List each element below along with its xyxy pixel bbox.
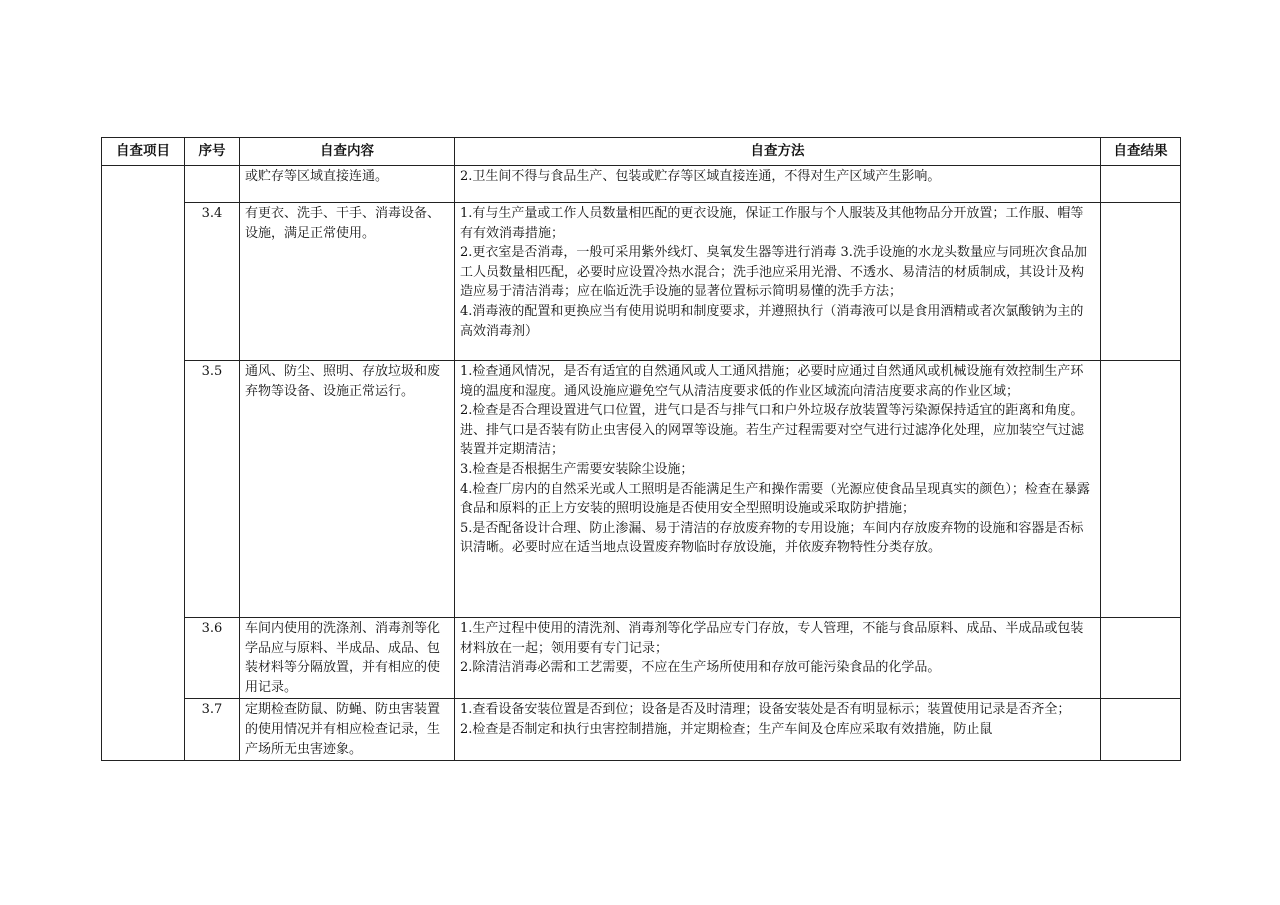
method-line: 1.有与生产量或工作人员数量相匹配的更衣设施，保证工作服与个人服装及其他物品分开放置；工作服、帽等有有效消毒措施； xyxy=(460,206,1084,241)
content-cell: 定期检查防鼠、防蝇、防虫害装置的使用情况并有相应检查记录，生产场所无虫害迹象。 xyxy=(240,699,455,761)
table-row xyxy=(102,166,1181,203)
method-line: 2.检查是否合理设置进气口位置，进气口是否与排气口和户外垃圾存放装置等污染源保持适宜的距离和角度。进、排气口是否装有防止虫害侵入的网罩等设施。若生产过程需要对空气进行过滤净化处理，应加装空气过滤装置并定期清洁； xyxy=(460,403,1085,458)
method-cell xyxy=(455,166,1101,203)
method-line: 2.检查是否制定和执行虫害控制措施，并定期检查；生产车间及仓库应采取有效措施，防止鼠 xyxy=(460,721,993,737)
method-line: 3.检查是否根据生产需要安装除尘设施； xyxy=(460,461,694,477)
table-row xyxy=(102,361,1181,618)
seq-cell: 3.4 xyxy=(185,203,240,361)
seq-cell: 3.6 xyxy=(185,618,240,699)
result-cell xyxy=(1101,618,1181,699)
result-cell xyxy=(1101,699,1181,761)
content-cell: 车间内使用的洗涤剂、消毒剂等化学品应与原料、半成品、成品、包装材料等分隔放置，并有相应的使用记录。 xyxy=(240,618,455,699)
method-cell xyxy=(455,699,1101,761)
method-cell xyxy=(455,203,1101,361)
result-cell xyxy=(1101,203,1181,361)
seq-cell: 3.7 xyxy=(185,699,240,761)
header-content: 自查内容 xyxy=(240,138,455,166)
table-row xyxy=(102,699,1181,761)
seq-cell: 3.5 xyxy=(185,361,240,618)
content-cell: 或贮存等区域直接连通。 xyxy=(240,166,455,203)
content-cell: 通风、防尘、照明、存放垃圾和废弃物等设备、设施正常运行。 xyxy=(240,361,455,618)
result-cell xyxy=(1101,361,1181,618)
method-line: 4.检查厂房内的自然采光或人工照明是否能满足生产和操作需要（光源应使食品呈现真实的颜色）；检查在暴露食品和原料的正上方安装的照明设施是否使用安全型照明设施或采取防护措施； xyxy=(460,481,1090,517)
table-row xyxy=(102,203,1181,361)
item-cell xyxy=(102,166,185,761)
self-inspection-sheet xyxy=(101,137,1180,761)
self-inspection-table xyxy=(101,137,1181,761)
table-row xyxy=(102,618,1181,699)
header-seq: 序号 xyxy=(185,138,240,166)
method-line: 4.消毒液的配置和更换应当有使用说明和制度要求，并遵照执行（消毒液可以是食用酒精或者次氯酸钠为主的高效消毒剂） xyxy=(460,303,1084,339)
content-cell: 有更衣、洗手、干手、消毒设备、设施，满足正常使用。 xyxy=(240,203,455,361)
method-cell xyxy=(455,618,1101,699)
header-item: 自查项目 xyxy=(102,138,185,166)
method-line: 2.除清洁消毒必需和工艺需要，不应在生产场所使用和存放可能污染食品的化学品。 xyxy=(460,660,941,676)
header-method: 自查方法 xyxy=(455,138,1101,166)
seq-cell xyxy=(185,166,240,203)
result-cell xyxy=(1101,166,1181,203)
method-line: 1.查看设备安装位置是否到位；设备是否及时清理；设备安装处是否有明显标示；装置使用记录是否齐全； xyxy=(460,702,1071,718)
method-line: 5.是否配备设计合理、防止渗漏、易于清洁的存放废弃物的专用设施；车间内存放废弃物的设施和容器是否标识清晰。必要时应在适当地点设置废弃物临时存放设施，并依废弃物特性分类存放。 xyxy=(460,520,1084,556)
method-cell xyxy=(455,361,1101,618)
method-line: 2.更衣室是否消毒，一般可采用紫外线灯、臭氧发生器等进行消毒 3.洗手设施的水龙头数量应与同班次食品加工人员数量相匹配，必要时应设置冷热水混合；洗手池应采用光滑、不透水、易清洁的材质制成，其设计及构造应易于清洁消毒；应在临近洗手设施的显著位置标示简明易懂的洗手方法； xyxy=(460,245,1087,300)
method-line: 2.卫生间不得与食品生产、包装或贮存等区域直接连通，不得对生产区域产生影响。 xyxy=(460,169,941,184)
method-line: 1.检查通风情况，是否有适宜的自然通风或人工通风措施；必要时应通过自然通风或机械设施有效控制生产环境的温度和湿度。通风设施应避免空气从清洁度要求低的作业区域流向清洁度要求高的作业区域； xyxy=(460,364,1084,399)
method-line: 1.生产过程中使用的清洗剂、消毒剂等化学品应专门存放，专人管理，不能与食品原料、成品、半成品或包装材料放在一起；领用要有专门记录； xyxy=(460,621,1084,656)
header-row xyxy=(102,138,1181,166)
header-result: 自查结果 xyxy=(1101,138,1181,166)
